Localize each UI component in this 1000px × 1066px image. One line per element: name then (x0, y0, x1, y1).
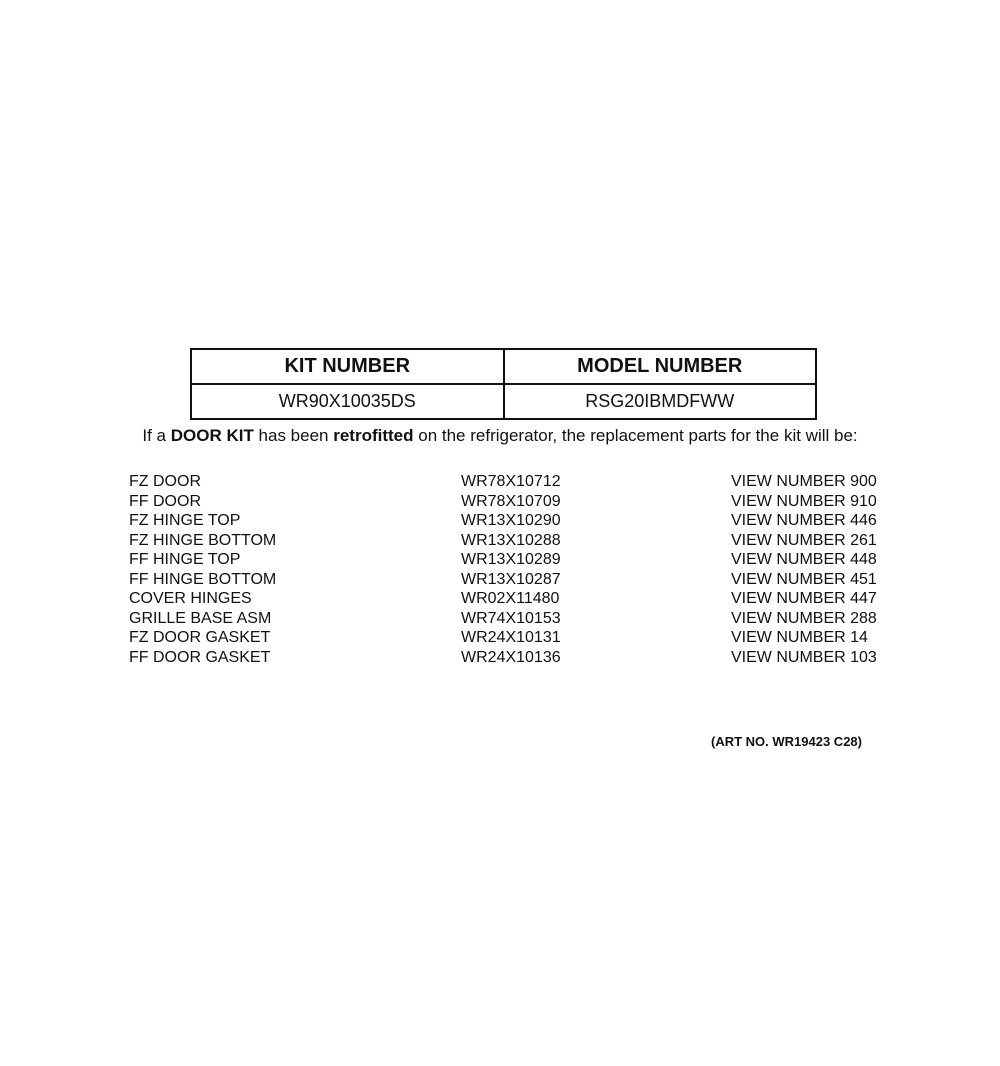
view-number: VIEW NUMBER 261 (731, 531, 877, 549)
view-number: VIEW NUMBER 910 (731, 492, 877, 510)
view-number: VIEW NUMBER 900 (731, 473, 877, 490)
part-name: FF DOOR GASKET (129, 648, 271, 666)
intro-part-1: If a (142, 426, 171, 445)
intro-bold-door-kit: DOOR KIT (170, 426, 254, 445)
part-number: WR74X10153 (461, 609, 561, 627)
kit-number-header: KIT NUMBER (191, 349, 504, 384)
list-item (129, 589, 909, 609)
part-number: WR13X10289 (461, 551, 561, 568)
part-number: WR78X10712 (461, 473, 561, 490)
kit-model-table (190, 348, 817, 420)
part-number: WR24X10136 (461, 648, 561, 666)
kit-number-value: WR90X10035DS (191, 384, 504, 419)
view-number: VIEW NUMBER 446 (731, 512, 877, 529)
intro-part-2: has been (253, 426, 334, 445)
part-name: FZ HINGE TOP (129, 512, 241, 529)
part-number: WR13X10287 (461, 570, 561, 588)
list-item (129, 570, 909, 590)
art-number: (ART NO. WR19423 C28) (711, 734, 862, 749)
part-name: FF DOOR (129, 492, 201, 510)
view-number: VIEW NUMBER 103 (731, 648, 877, 666)
intro-text (0, 426, 1000, 446)
list-item (129, 550, 909, 570)
intro-part-3: on the refrigerator, the replacement parts for the kit will be: (413, 426, 858, 445)
part-name: GRILLE BASE ASM (129, 609, 272, 627)
part-number: WR13X10290 (461, 512, 561, 529)
view-number: VIEW NUMBER 448 (731, 551, 877, 568)
view-number: VIEW NUMBER 451 (731, 570, 877, 588)
table-header-row (191, 349, 816, 384)
view-number: VIEW NUMBER 14 (731, 629, 868, 646)
model-number-header: MODEL NUMBER (504, 349, 817, 384)
model-number-value: RSG20IBMDFWW (504, 384, 817, 419)
part-number: WR78X10709 (461, 492, 561, 510)
part-number: WR13X10288 (461, 531, 561, 549)
intro-bold-retrofitted: retrofitted (333, 426, 414, 445)
part-name: FZ DOOR GASKET (129, 629, 271, 646)
part-name: FF HINGE TOP (129, 551, 241, 568)
part-name: FZ HINGE BOTTOM (129, 531, 277, 549)
part-number: WR02X11480 (461, 590, 560, 607)
parts-list (129, 472, 909, 667)
list-item (129, 531, 909, 551)
part-name: FF HINGE BOTTOM (129, 570, 277, 588)
list-item (129, 492, 909, 512)
table-row (191, 384, 816, 419)
part-name: FZ DOOR (129, 473, 201, 490)
part-name: COVER HINGES (129, 590, 252, 607)
list-item (129, 511, 909, 531)
part-number: WR24X10131 (461, 629, 561, 646)
list-item (129, 472, 909, 492)
view-number: VIEW NUMBER 447 (731, 590, 877, 607)
list-item (129, 628, 909, 648)
view-number: VIEW NUMBER 288 (731, 609, 877, 627)
list-item (129, 609, 909, 629)
list-item (129, 648, 909, 668)
